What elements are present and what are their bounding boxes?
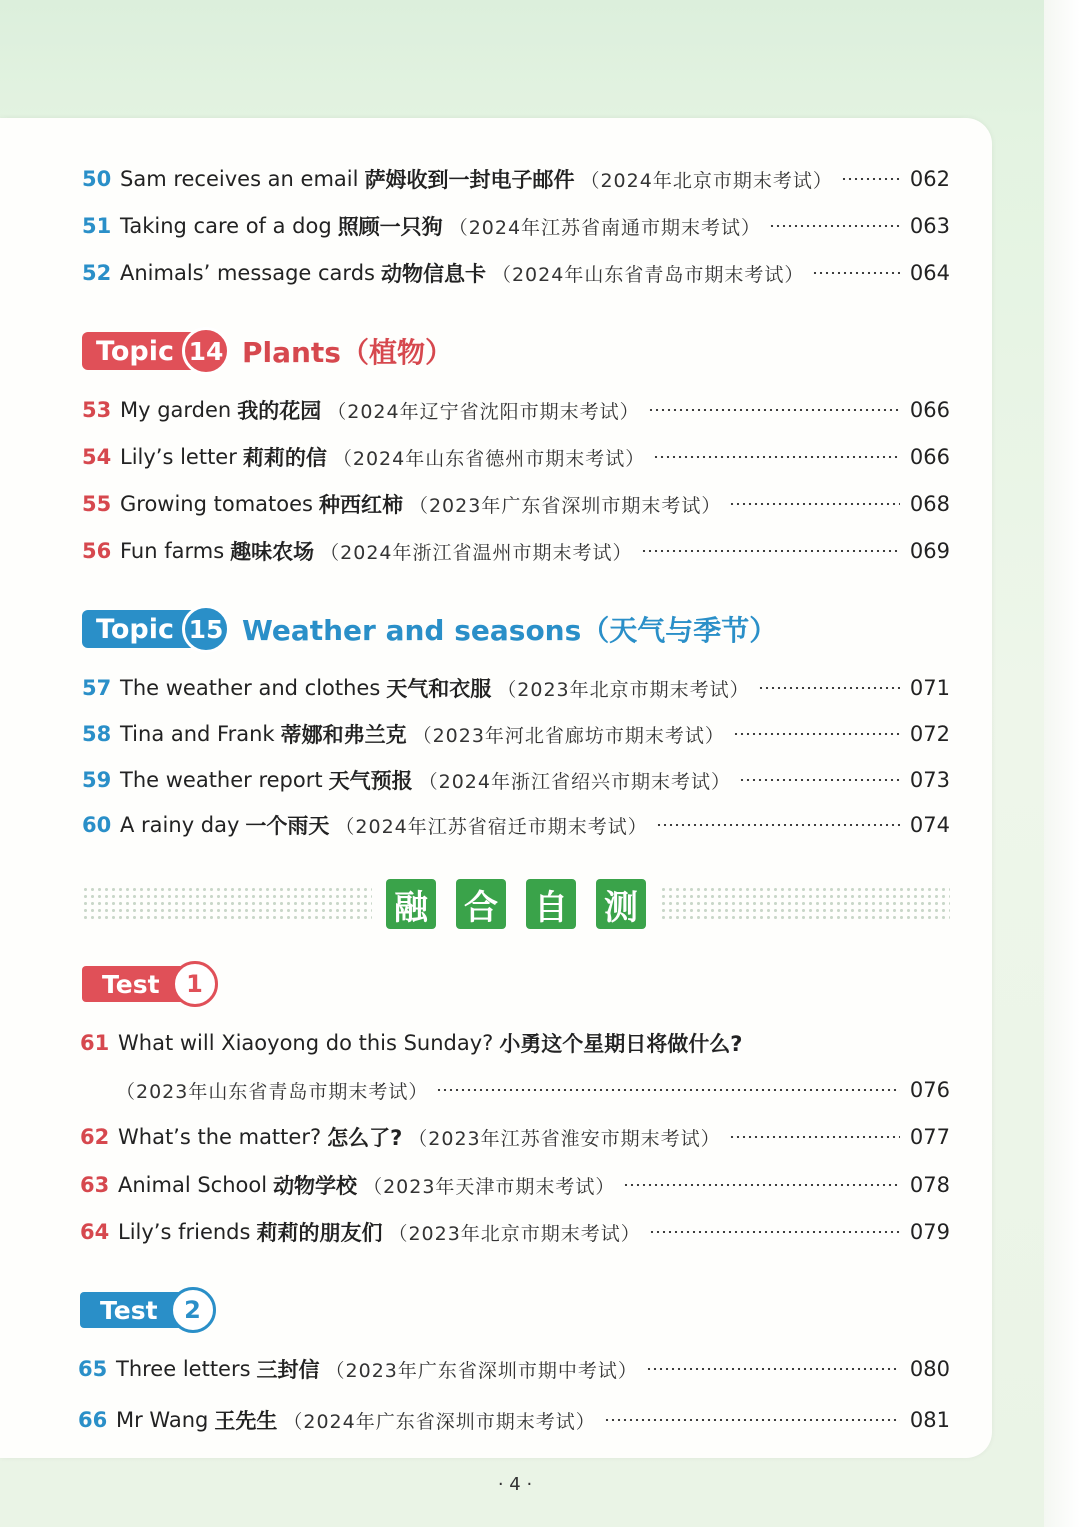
toc-entry-57[interactable]: [82, 670, 950, 706]
dot-leader: [646, 1368, 900, 1370]
entry-page: 078: [909, 1173, 950, 1197]
entry-source: （2023年河北省廊坊市期末考试）: [412, 724, 725, 747]
entry-page: 069: [909, 539, 950, 563]
test-1-heading: [82, 962, 218, 1006]
entry-page: 071: [909, 676, 950, 700]
entry-number: 58: [82, 722, 112, 746]
entry-title-en: Tina and Frank: [120, 722, 275, 746]
banner-char: 合: [456, 879, 506, 929]
dot-leader: [641, 550, 900, 552]
entry-page: 076: [909, 1078, 950, 1102]
entry-title-zh: 天气和衣服: [386, 677, 492, 701]
dot-leader: [653, 456, 900, 458]
entry-page: 077: [909, 1125, 950, 1149]
topic-15-heading: [82, 606, 777, 652]
entry-page: 062: [909, 167, 950, 191]
entry-number: 65: [78, 1357, 108, 1381]
dot-leader: [604, 1419, 900, 1421]
entry-source: （2024年江苏省南通市期末考试）: [448, 216, 762, 239]
entry-page: 073: [909, 768, 950, 792]
entry-title-en: The weather report: [120, 768, 323, 792]
entry-source: （2024年浙江省温州市期末考试）: [320, 541, 633, 564]
entry-title-en: The weather and clothes: [120, 676, 381, 700]
entry-number: 63: [80, 1173, 110, 1197]
entry-page: 066: [909, 398, 950, 422]
entry-title-zh: 怎么了?: [327, 1126, 403, 1150]
topic-number: 14: [182, 327, 230, 375]
entry-title-zh: 动物信息卡: [380, 262, 486, 286]
toc-entry-65[interactable]: [78, 1351, 950, 1387]
entry-page: 080: [909, 1357, 950, 1381]
entry-number: 52: [82, 261, 112, 285]
dot-leader: [436, 1089, 900, 1091]
toc-entry-63[interactable]: [80, 1167, 950, 1203]
entry-page: 081: [909, 1408, 950, 1432]
entry-title-zh: 天气预报: [328, 769, 413, 793]
toc-entry-60[interactable]: [82, 807, 950, 843]
entry-title-zh: 萨姆收到一封电子邮件: [364, 168, 575, 192]
entry-page: 072: [909, 722, 950, 746]
entry-title-zh: 小勇这个星期日将做什么?: [499, 1032, 743, 1056]
entry-source: （2023年广东省深圳市期中考试）: [325, 1359, 638, 1382]
banner-dots-right: [660, 886, 950, 922]
entry-page: 066: [909, 445, 950, 469]
topic-label: Topic: [82, 332, 202, 370]
entry-source: （2023年北京市期末考试）: [388, 1222, 641, 1245]
entry-title-en: Lily’s letter: [120, 445, 237, 469]
entry-title-en: Animal School: [118, 1173, 268, 1197]
entry-title-en: What’s the matter?: [118, 1125, 322, 1149]
entry-number: 61: [80, 1031, 110, 1055]
entry-title-zh: 我的花园: [237, 399, 322, 423]
entry-page: 064: [909, 261, 950, 285]
entry-page: 063: [909, 214, 950, 238]
entry-number: 60: [82, 813, 112, 837]
banner-char: 测: [596, 879, 646, 929]
toc-entry-53[interactable]: [82, 392, 950, 428]
toc-entry-62[interactable]: [80, 1119, 950, 1155]
entry-source: （2023年山东省青岛市期末考试）: [116, 1080, 429, 1103]
entry-source: （2024年北京市期末考试）: [580, 169, 833, 192]
entry-title-zh: 动物学校: [273, 1174, 358, 1198]
entry-source: （2023年江苏省淮安市期末考试）: [408, 1127, 721, 1150]
entry-title-en: Mr Wang: [116, 1408, 209, 1432]
topic-title: Weather and seasons（天气与季节）: [241, 614, 778, 647]
toc-entry-64[interactable]: [80, 1214, 950, 1250]
dot-leader: [812, 272, 900, 274]
entry-title-zh: 莉莉的朋友们: [256, 1221, 383, 1245]
toc-entry-51[interactable]: [82, 208, 950, 244]
dot-leader: [733, 733, 900, 735]
entry-title-zh: 趣味农场: [230, 540, 315, 564]
entry-page: 068: [909, 492, 950, 516]
page-edge: [1044, 0, 1080, 1527]
section-banner: [82, 876, 950, 932]
toc-entry-52[interactable]: [82, 255, 950, 291]
entry-title-zh: 照顾一只狗: [337, 215, 443, 239]
dot-leader: [648, 409, 900, 411]
entry-title-en: Three letters: [116, 1357, 251, 1381]
entry-title-en: Taking care of a dog: [120, 214, 332, 238]
toc-entry-61[interactable]: [80, 1025, 950, 1061]
dot-leader: [729, 503, 900, 505]
entry-title-en: Lily’s friends: [118, 1220, 251, 1244]
topic-label: Topic: [82, 610, 202, 648]
entry-number: 57: [82, 676, 112, 700]
dot-leader: [623, 1184, 900, 1186]
dot-leader: [758, 687, 900, 689]
entry-source: （2024年山东省青岛市期末考试）: [491, 263, 805, 286]
entry-source: （2024年辽宁省沈阳市期末考试）: [327, 400, 640, 423]
entry-number: 66: [78, 1408, 108, 1432]
toc-entry-66[interactable]: [78, 1402, 950, 1438]
toc-entry-54[interactable]: [82, 439, 950, 475]
test-2-heading: [80, 1288, 216, 1332]
toc-entry-58[interactable]: [82, 716, 950, 752]
entry-title-zh: 种西红柿: [318, 493, 403, 517]
test-label: Test: [82, 966, 194, 1002]
entry-title-zh: 三封信: [256, 1358, 320, 1382]
entry-title-en: What will Xiaoyong do this Sunday?: [118, 1031, 494, 1055]
entry-number: 51: [82, 214, 112, 238]
toc-entry-50[interactable]: [82, 161, 950, 197]
banner-char: 自: [526, 879, 576, 929]
toc-entry-56[interactable]: [82, 533, 950, 569]
entry-title-zh: 蒂娜和弗兰克: [280, 723, 407, 747]
entry-source: （2024年江苏省宿迁市期末考试）: [335, 815, 648, 838]
entry-number: 54: [82, 445, 112, 469]
entry-title-en: Animals’ message cards: [120, 261, 375, 285]
entry-number: 53: [82, 398, 112, 422]
dot-leader: [769, 225, 900, 227]
entry-source: （2023年广东省深圳市期末考试）: [408, 494, 722, 517]
topic-title: Plants（植物）: [241, 336, 453, 369]
entry-source: （2023年北京市期末考试）: [497, 678, 750, 701]
entry-source: （2024年浙江省绍兴市期末考试）: [418, 770, 731, 793]
dot-leader: [841, 178, 900, 180]
entry-title-en: Growing tomatoes: [120, 492, 313, 516]
entry-number: 50: [82, 167, 112, 191]
topic-number: 15: [182, 605, 230, 653]
toc-entry-61-source[interactable]: [116, 1072, 950, 1108]
entry-title-en: Fun farms: [120, 539, 225, 563]
toc-entry-55[interactable]: [82, 486, 950, 522]
dot-leader: [739, 779, 900, 781]
dot-leader: [649, 1231, 900, 1233]
entry-number: 64: [80, 1220, 110, 1244]
entry-title-zh: 莉莉的信: [242, 446, 327, 470]
entry-title-en: My garden: [120, 398, 232, 422]
entry-number: 59: [82, 768, 112, 792]
entry-title-zh: 王先生: [214, 1409, 278, 1433]
entry-source: （2023年天津市期末考试）: [363, 1175, 616, 1198]
entry-title-en: Sam receives an email: [120, 167, 359, 191]
entry-page: 079: [909, 1220, 950, 1244]
entry-source: （2024年广东省深圳市期末考试）: [283, 1410, 596, 1433]
entry-number: 55: [82, 492, 112, 516]
entry-number: 62: [80, 1125, 110, 1149]
test-number: 2: [170, 1287, 216, 1333]
entry-page: 074: [909, 813, 950, 837]
banner-char: 融: [386, 879, 436, 929]
banner-dots-left: [82, 886, 372, 922]
entry-number: 56: [82, 539, 112, 563]
toc-entry-59[interactable]: [82, 762, 950, 798]
entry-source: （2024年山东省德州市期末考试）: [332, 447, 646, 470]
entry-title-en: A rainy day: [120, 813, 240, 837]
dot-leader: [729, 1136, 900, 1138]
topic-14-heading: [82, 328, 453, 374]
test-label: Test: [80, 1292, 192, 1328]
dot-leader: [656, 824, 900, 826]
page-number: · 4 ·: [497, 1474, 533, 1495]
test-number: 1: [172, 961, 218, 1007]
entry-title-zh: 一个雨天: [245, 814, 330, 838]
